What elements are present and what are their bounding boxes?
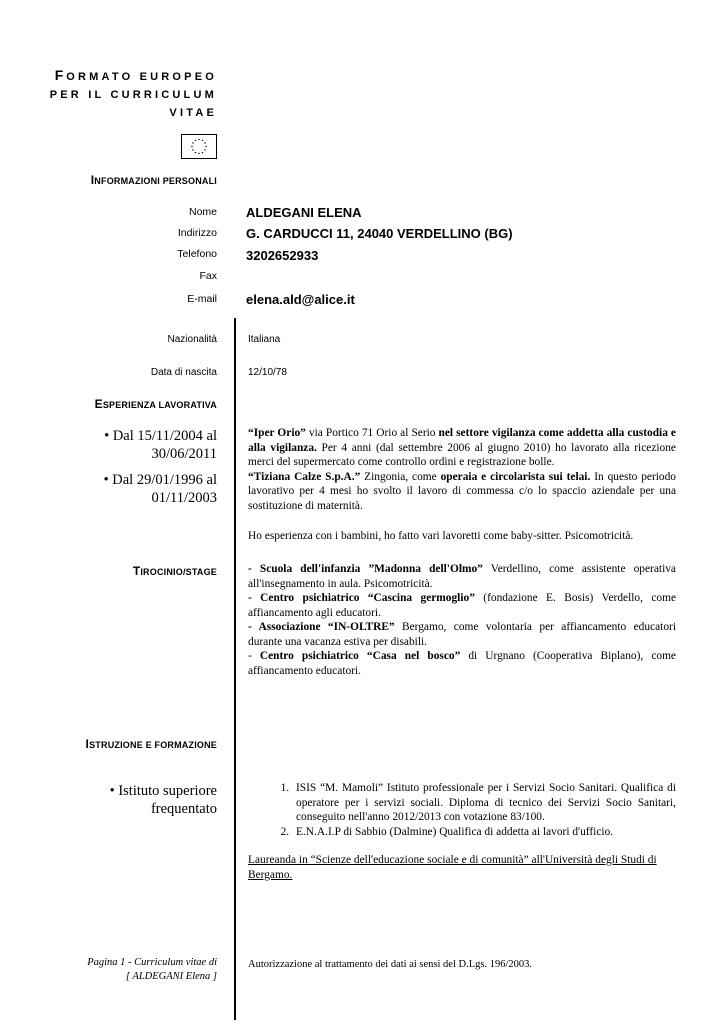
education-label-line1: • Istituto superiore [109,783,217,799]
internship-2: - Centro psichiatrico “Cascina germoglio” (fondazione E. Bosis) Verdello, come affiancamento agli educatori. [248,592,676,619]
cv-title-line3: VITAE [169,107,217,119]
eu-flag-icon [181,134,217,159]
nascita-value: 12/10/78 [248,367,287,378]
education-label [110,782,217,818]
extra-experience: Ho esperienza con i bambini, ho fatto vari lavoretti come baby-sitter. Psicomotricità. [248,530,634,542]
section-work-experience: ESPERIENZA LAVORATIVA [94,397,217,411]
telefono-value: 3202652933 [246,248,319,263]
indirizzo-label: Indirizzo [177,227,217,239]
telefono-label: Telefono [177,248,217,260]
education-label-line2: frequentato [150,801,217,817]
email-value: elena.ald@alice.it [246,292,355,307]
nazionalita-label: Nazionalità [167,334,217,345]
job-2: “Tiziana Calze S.p.A.” Zingonia, come operaia e circolarista sui telai. In questo periodo lavorativo per 4 mesi ho svolto il lavoro di commessa c/o lo spaccio aziendale per una sostituzione di maternità. [248,470,676,512]
internship-1: - Scuola dell'infanzia ”Madonna dell'Olmo” Verdellino, come assistente operativa all'insegnamento in aula. Psicomotricità. [248,563,676,590]
work-period-1 [104,427,217,463]
indirizzo-value: G. CARDUCCI 11, 24040 VERDELLINO (BG) [246,226,513,241]
work-period-1-start: • Dal 15/11/2004 al [104,428,217,444]
cv-title-line1: FORMATO EUROPEO [54,67,217,83]
education-text [248,781,676,882]
nome-value: ALDEGANI ELENA [246,205,362,220]
education-item-1: 1. ISIS “M. Mamoli” Istituto professionale per i Servizi Socio Sanitari. Qualifica di operatore per i servizi sociali. Diploma di tecnico dei Servizi Socio Sanitari, conseguito nell'anno 2012/2013 con votazione 83/100. [292,781,676,825]
fax-label: Fax [199,270,217,282]
work-period-2-end: 01/11/2003 [151,490,217,506]
work-period-2-start: • Dal 29/01/1996 al [103,472,217,488]
section-education: ISTRUZIONE E FORMAZIONE [85,737,217,751]
eu-stars [191,139,206,154]
footer-page-line2: [ ALDEGANI Elena ] [125,971,217,982]
job-1: “Iper Orio” via Portico 71 Orio al Serio nel settore vigilanza come addetta alla custodia e alla vigilanza. Per 4 anni (dal settembre 2006 al giugno 2010) ho lavorato alla ricezione merci del supermercato come controllo ordini e registrazione bolle. [248,427,676,468]
nascita-label: Data di nascita [150,367,217,378]
cv-title [50,66,217,122]
nome-label: Nome [188,206,217,218]
internship-4: - Centro psichiatrico “Casa nel bosco” di Urgnano (Cooperativa Biplano), come affiancamento educatori. [248,650,676,677]
column-divider [234,318,236,1020]
work-experience-text [248,426,676,544]
internship-3: - Associazione “IN-OLTRE” Bergamo, come volontaria per affiancamento educatori durante una vacanza estiva per disabili. [248,621,676,648]
nazionalita-value: Italiana [248,334,281,345]
education-list [248,781,676,839]
work-period-2 [104,471,217,507]
laurea-note: Laureanda in “Scienze dell'educazione sociale e di comunità” all'Università degli Studi di Bergamo. [248,854,657,881]
section-internship: TIROCINIO/STAGE [132,564,217,578]
education-item-2: 2. E.N.A.I.P di Sabbio (Dalmine) Qualifica di addetta ai lavori d'ufficio. [292,825,676,840]
section-personal-info: INFORMAZIONI PERSONALI [90,173,217,187]
footer-page-line1: Pagina 1 - Curriculum vitae di [87,957,217,968]
footer-privacy: Autorizzazione al trattamento dei dati ai sensi del D.Lgs. 196/2003. [248,959,533,970]
work-period-1-end: 30/06/2011 [151,446,217,462]
footer-page-info [87,956,217,984]
internship-text [248,562,676,678]
cv-title-line2: PER IL CURRICULUM [49,89,217,101]
email-label: E-mail [187,293,217,305]
